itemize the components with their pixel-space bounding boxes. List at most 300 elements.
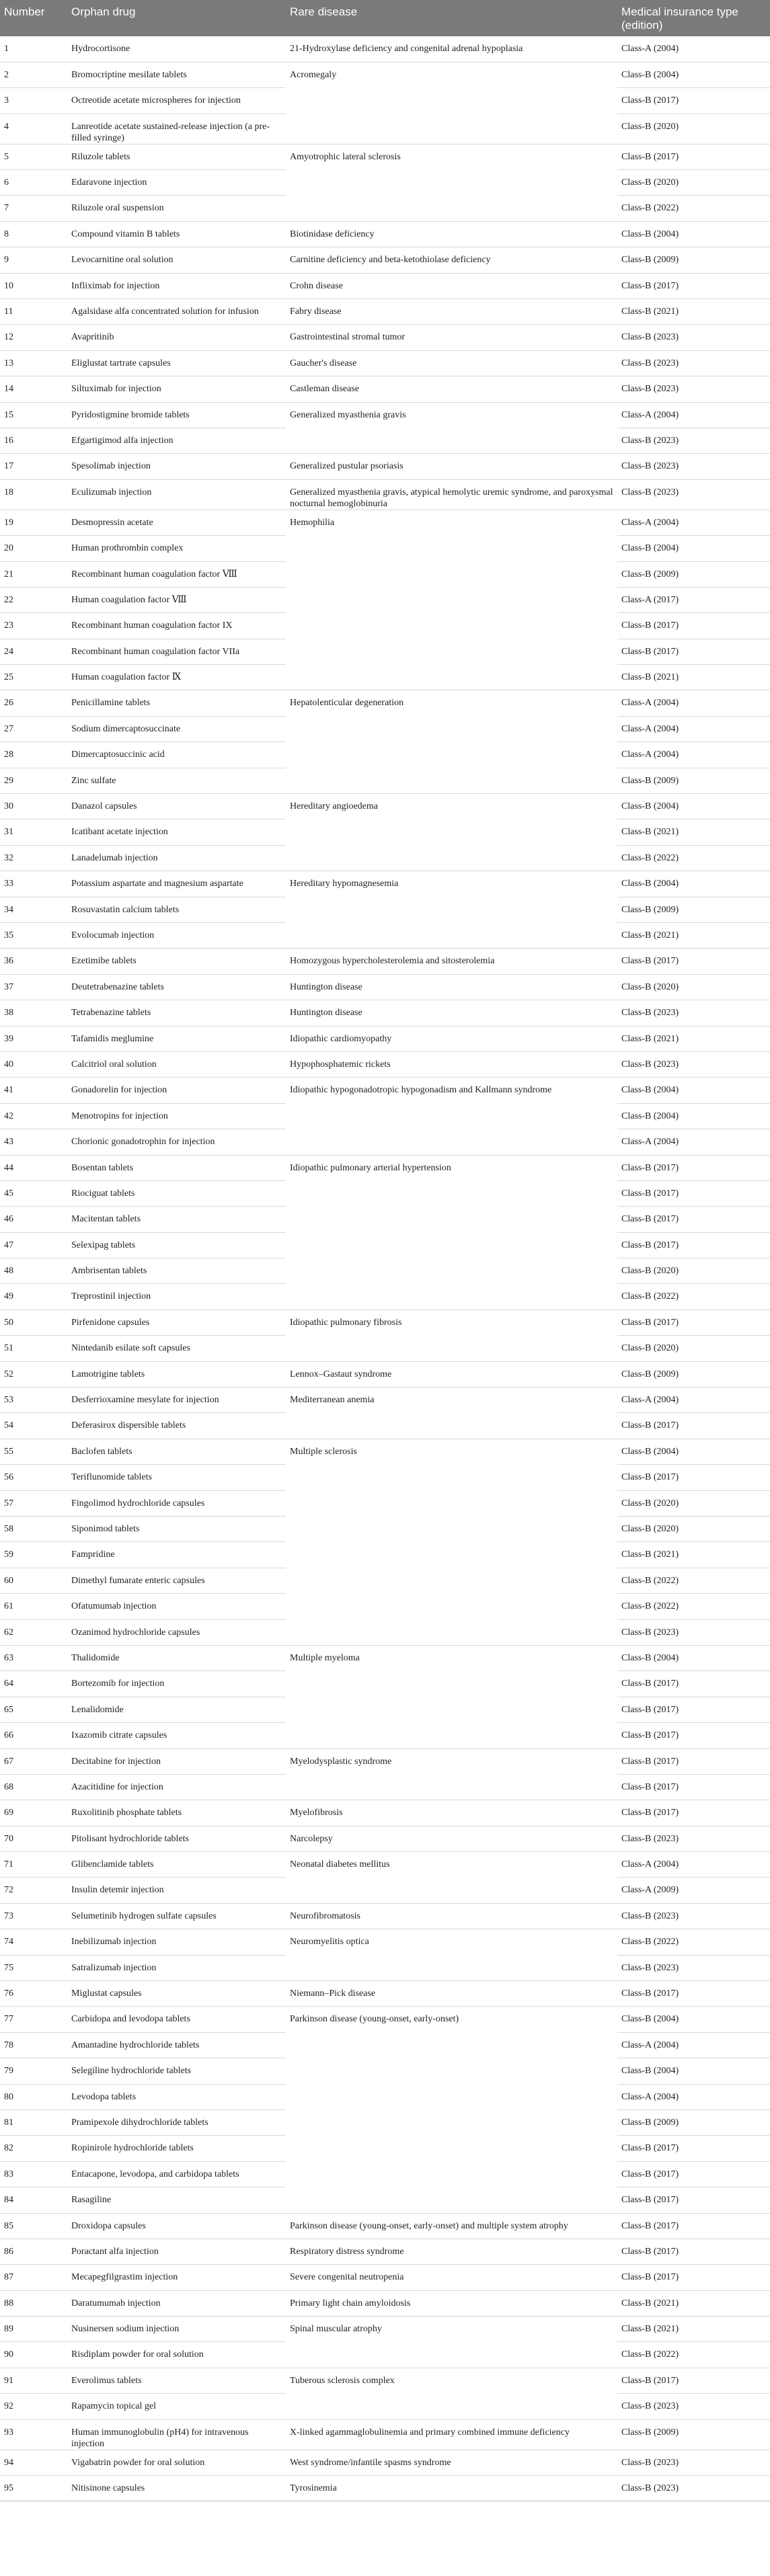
rare-disease-cell: Hypophosphatemic rickets	[286, 1051, 617, 1077]
row-number: 28	[0, 742, 67, 768]
rare-disease-cell: Acromegaly	[286, 62, 617, 144]
orphan-drug-cell: Entacapone, levodopa, and carbidopa tablets	[67, 2161, 286, 2187]
orphan-drug-cell: Dimercaptosuccinic acid	[67, 742, 286, 768]
insurance-type-cell: Class-A (2004)	[617, 1129, 770, 1155]
row-number: 81	[0, 2109, 67, 2135]
orphan-drug-cell: Potassium aspartate and magnesium aspartate	[67, 871, 286, 897]
insurance-type-cell: Class-B (2023)	[617, 325, 770, 350]
insurance-type-cell: Class-B (2021)	[617, 1542, 770, 1568]
orphan-drug-cell: Pirfenidone capsules	[67, 1310, 286, 1335]
orphan-drug-cell: Nintedanib esilate soft capsules	[67, 1336, 286, 1361]
table-row	[0, 510, 770, 535]
insurance-type-cell: Class-B (2023)	[617, 2476, 770, 2501]
row-number: 13	[0, 350, 67, 376]
rare-disease-cell: Niemann–Pick disease	[286, 1981, 617, 2007]
row-number: 17	[0, 454, 67, 479]
row-number: 16	[0, 428, 67, 453]
row-number: 55	[0, 1439, 67, 1464]
orphan-drug-cell: Eculizumab injection	[67, 479, 286, 510]
rare-disease-cell: Parkinson disease (young-onset, early-onset)	[286, 2007, 617, 2213]
insurance-type-cell: Class-A (2004)	[617, 1852, 770, 1878]
insurance-type-cell: Class-B (2017)	[617, 1723, 770, 1748]
table-row	[0, 690, 770, 716]
orphan-drug-cell: Ropinirole hydrochloride tablets	[67, 2136, 286, 2161]
insurance-type-cell: Class-B (2017)	[617, 1180, 770, 1206]
insurance-type-cell: Class-B (2017)	[617, 2368, 770, 2393]
orphan-drug-cell: Gonadorelin for injection	[67, 1078, 286, 1103]
table-row	[0, 2239, 770, 2264]
table-row	[0, 62, 770, 87]
row-number: 45	[0, 1180, 67, 1206]
insurance-type-cell: Class-B (2017)	[617, 88, 770, 114]
insurance-type-cell: Class-B (2023)	[617, 2394, 770, 2419]
row-number: 35	[0, 923, 67, 949]
table-row	[0, 1000, 770, 1026]
insurance-type-cell: Class-B (2017)	[617, 2265, 770, 2290]
insurance-type-cell: Class-B (2021)	[617, 299, 770, 325]
insurance-type-cell: Class-B (2004)	[617, 1439, 770, 1464]
orphan-drug-cell: Bosentan tablets	[67, 1155, 286, 1180]
rare-disease-cell: Neonatal diabetes mellitus	[286, 1852, 617, 1904]
row-number: 77	[0, 2007, 67, 2032]
rare-disease-cell: Lennox–Gastaut syndrome	[286, 1361, 617, 1387]
row-number: 14	[0, 376, 67, 402]
table-row	[0, 1387, 770, 1413]
row-number: 12	[0, 325, 67, 350]
row-number: 26	[0, 690, 67, 716]
orphan-drug-cell: Treprostinil injection	[67, 1284, 286, 1310]
orphan-drug-cell: Recombinant human coagulation factor VIIa	[67, 639, 286, 664]
orphan-drug-cell: Human coagulation factor Ⅷ	[67, 587, 286, 612]
table-row	[0, 794, 770, 819]
insurance-type-cell: Class-B (2023)	[617, 454, 770, 479]
orphan-drug-cell: Infliximab for injection	[67, 273, 286, 298]
orphan-drug-cell: Bortezomib for injection	[67, 1671, 286, 1697]
orphan-drug-cell: Ezetimibe tablets	[67, 949, 286, 974]
rare-disease-cell: Biotinidase deficiency	[286, 221, 617, 247]
table-row	[0, 2419, 770, 2450]
table-row	[0, 974, 770, 1000]
orphan-drug-cell: Rapamycin topical gel	[67, 2394, 286, 2419]
rare-disease-cell: 21-Hydroxylase deficiency and congenital adrenal hypoplasia	[286, 36, 617, 62]
insurance-type-cell: Class-B (2009)	[617, 768, 770, 793]
row-number: 39	[0, 1026, 67, 1051]
orphan-drug-cell: Dimethyl fumarate enteric capsules	[67, 1568, 286, 1593]
orphan-drug-cell: Poractant alfa injection	[67, 2239, 286, 2264]
row-number: 88	[0, 2290, 67, 2316]
header-number: Number	[0, 0, 67, 36]
insurance-type-cell: Class-A (2004)	[617, 2084, 770, 2109]
insurance-type-cell: Class-B (2022)	[617, 1594, 770, 1619]
table-row	[0, 1155, 770, 1180]
rare-disease-cell: Crohn disease	[286, 273, 617, 298]
table-row	[0, 1826, 770, 1851]
insurance-type-cell: Class-B (2004)	[617, 871, 770, 897]
rare-disease-cell: Spinal muscular atrophy	[286, 2317, 617, 2368]
row-number: 90	[0, 2342, 67, 2368]
insurance-type-cell: Class-B (2023)	[617, 1826, 770, 1851]
rare-disease-cell: Huntington disease	[286, 974, 617, 1000]
insurance-type-cell: Class-B (2020)	[617, 1258, 770, 1284]
row-number: 87	[0, 2265, 67, 2290]
header-row	[0, 0, 770, 36]
orphan-drug-cell: Desmopressin acetate	[67, 510, 286, 535]
row-number: 60	[0, 1568, 67, 1593]
orphan-drug-cell: Deutetrabenazine tablets	[67, 974, 286, 1000]
row-number: 80	[0, 2084, 67, 2109]
insurance-type-cell: Class-B (2017)	[617, 1774, 770, 1800]
orphan-drug-cell: Decitabine for injection	[67, 1748, 286, 1774]
row-number: 2	[0, 62, 67, 87]
orphan-drug-cell: Efgartigimod alfa injection	[67, 428, 286, 453]
header-insurance-type: Medical insurance type (edition)	[617, 0, 770, 36]
row-number: 48	[0, 1258, 67, 1284]
rare-disease-cell: Multiple myeloma	[286, 1645, 617, 1748]
insurance-type-cell: Class-B (2023)	[617, 479, 770, 510]
table-row	[0, 1929, 770, 1955]
row-number: 74	[0, 1929, 67, 1955]
orphan-drug-cell: Penicillamine tablets	[67, 690, 286, 716]
row-number: 49	[0, 1284, 67, 1310]
orphan-drug-cell: Bromocriptine mesilate tablets	[67, 62, 286, 87]
table-row	[0, 1645, 770, 1671]
rare-disease-cell: Gaucher's disease	[286, 350, 617, 376]
rare-disease-cell: Gastrointestinal stromal tumor	[286, 325, 617, 350]
orphan-drug-cell: Tafamidis meglumine	[67, 1026, 286, 1051]
orphan-drug-cell: Pitolisant hydrochloride tablets	[67, 1826, 286, 1851]
rare-disease-cell: Neurofibromatosis	[286, 1903, 617, 1929]
row-number: 24	[0, 639, 67, 664]
insurance-type-cell: Class-B (2004)	[617, 62, 770, 87]
table-row	[0, 1051, 770, 1077]
row-number: 19	[0, 510, 67, 535]
orphan-drug-cell: Chorionic gonadotrophin for injection	[67, 1129, 286, 1155]
rare-disease-cell: Multiple sclerosis	[286, 1439, 617, 1645]
rare-disease-cell: Carnitine deficiency and beta-ketothiolase deficiency	[286, 247, 617, 273]
insurance-type-cell: Class-B (2017)	[617, 1207, 770, 1232]
insurance-type-cell: Class-A (2004)	[617, 510, 770, 535]
row-number: 18	[0, 479, 67, 510]
table-row	[0, 2265, 770, 2290]
insurance-type-cell: Class-B (2004)	[617, 2007, 770, 2032]
insurance-type-cell: Class-B (2020)	[617, 114, 770, 144]
orphan-drug-cell: Selumetinib hydrogen sulfate capsules	[67, 1903, 286, 1929]
insurance-type-cell: Class-B (2009)	[617, 561, 770, 587]
insurance-type-cell: Class-B (2020)	[617, 1490, 770, 1516]
rare-disease-cell: Parkinson disease (young-onset, early-onset) and multiple system atrophy	[286, 2213, 617, 2239]
rare-disease-cell: Fabry disease	[286, 299, 617, 325]
row-number: 72	[0, 1878, 67, 1903]
table-row	[0, 247, 770, 273]
orphan-drug-cell: Compound vitamin B tablets	[67, 221, 286, 247]
rare-disease-cell: Idiopathic hypogonadotropic hypogonadism and Kallmann syndrome	[286, 1078, 617, 1155]
orphan-drug-cell: Vigabatrin powder for oral solution	[67, 2450, 286, 2475]
orphan-drug-cell: Siltuximab for injection	[67, 376, 286, 402]
row-number: 52	[0, 1361, 67, 1387]
insurance-type-cell: Class-B (2020)	[617, 1336, 770, 1361]
insurance-type-cell: Class-B (2020)	[617, 170, 770, 196]
table-row	[0, 36, 770, 62]
row-number: 10	[0, 273, 67, 298]
row-number: 64	[0, 1671, 67, 1697]
rare-disease-cell: Myelodysplastic syndrome	[286, 1748, 617, 1800]
row-number: 73	[0, 1903, 67, 1929]
rare-disease-cell: Amyotrophic lateral sclerosis	[286, 144, 617, 221]
orphan-drug-cell: Ambrisentan tablets	[67, 1258, 286, 1284]
orphan-drug-cell: Ixazomib citrate capsules	[67, 1723, 286, 1748]
insurance-type-cell: Class-B (2017)	[617, 1232, 770, 1258]
row-number: 27	[0, 716, 67, 741]
table-row	[0, 479, 770, 510]
rare-disease-cell: Primary light chain amyloidosis	[286, 2290, 617, 2316]
insurance-type-cell: Class-B (2017)	[617, 2161, 770, 2187]
row-number: 70	[0, 1826, 67, 1851]
orphan-drug-cell: Nusinersen sodium injection	[67, 2317, 286, 2342]
table-row	[0, 325, 770, 350]
orphan-drug-cell: Lamotrigine tablets	[67, 1361, 286, 1387]
row-number: 9	[0, 247, 67, 273]
orphan-drug-cell: Rosuvastatin calcium tablets	[67, 897, 286, 922]
orphan-drug-cell: Calcitriol oral solution	[67, 1051, 286, 1077]
rare-disease-cell: Hepatolenticular degeneration	[286, 690, 617, 794]
row-number: 22	[0, 587, 67, 612]
orphan-drug-cell: Satralizumab injection	[67, 1955, 286, 1980]
rare-disease-cell: Generalized myasthenia gravis, atypical hemolytic uremic syndrome, and paroxysmal nocturnal hemoglobinuria	[286, 479, 617, 510]
row-number: 71	[0, 1852, 67, 1878]
insurance-type-cell: Class-B (2009)	[617, 247, 770, 273]
orphan-drug-cell: Tetrabenazine tablets	[67, 1000, 286, 1026]
row-number: 15	[0, 402, 67, 428]
insurance-type-cell: Class-B (2017)	[617, 1465, 770, 1490]
table-row	[0, 2290, 770, 2316]
orphan-drug-cell: Glibenclamide tablets	[67, 1852, 286, 1878]
row-number: 61	[0, 1594, 67, 1619]
rare-disease-cell: Generalized pustular psoriasis	[286, 454, 617, 479]
row-number: 44	[0, 1155, 67, 1180]
orphan-drug-cell: Sodium dimercaptosuccinate	[67, 716, 286, 741]
insurance-type-cell: Class-B (2004)	[617, 1103, 770, 1129]
orphan-drug-cell: Miglustat capsules	[67, 1981, 286, 2007]
insurance-type-cell: Class-B (2017)	[617, 273, 770, 298]
orphan-drug-cell: Inebilizumab injection	[67, 1929, 286, 1955]
insurance-type-cell: Class-B (2017)	[617, 1748, 770, 1774]
row-number: 68	[0, 1774, 67, 1800]
rare-disease-cell: Hereditary hypomagnesemia	[286, 871, 617, 949]
row-number: 31	[0, 819, 67, 845]
insurance-type-cell: Class-B (2023)	[617, 1619, 770, 1645]
insurance-type-cell: Class-B (2021)	[617, 2290, 770, 2316]
row-number: 66	[0, 1723, 67, 1748]
orphan-drug-cell: Ozanimod hydrochloride capsules	[67, 1619, 286, 1645]
orphan-drug-cell: Recombinant human coagulation factor IX	[67, 613, 286, 639]
orphan-drug-cell: Octreotide acetate microspheres for injection	[67, 88, 286, 114]
orphan-drug-cell: Macitentan tablets	[67, 1207, 286, 1232]
insurance-type-cell: Class-B (2004)	[617, 221, 770, 247]
row-number: 20	[0, 536, 67, 561]
insurance-type-cell: Class-B (2009)	[617, 2109, 770, 2135]
rare-disease-cell: Narcolepsy	[286, 1826, 617, 1851]
row-number: 37	[0, 974, 67, 1000]
header-rare-disease: Rare disease	[286, 0, 617, 36]
rare-disease-cell: Myelofibrosis	[286, 1800, 617, 1826]
row-number: 75	[0, 1955, 67, 1980]
row-number: 84	[0, 2187, 67, 2213]
insurance-type-cell: Class-B (2004)	[617, 536, 770, 561]
table-row	[0, 221, 770, 247]
row-number: 76	[0, 1981, 67, 2007]
table-body	[0, 36, 770, 2501]
insurance-type-cell: Class-B (2023)	[617, 350, 770, 376]
insurance-type-cell: Class-B (2004)	[617, 794, 770, 819]
insurance-type-cell: Class-B (2022)	[617, 845, 770, 871]
row-number: 67	[0, 1748, 67, 1774]
orphan-drug-cell: Lanadelumab injection	[67, 845, 286, 871]
row-number: 95	[0, 2476, 67, 2501]
table-row	[0, 1903, 770, 1929]
table-row	[0, 376, 770, 402]
orphan-drug-cell: Deferasirox dispersible tablets	[67, 1413, 286, 1439]
table-row	[0, 949, 770, 974]
insurance-type-cell: Class-B (2004)	[617, 1078, 770, 1103]
orphan-drug-cell: Edaravone injection	[67, 170, 286, 196]
orphan-drug-cell: Lanreotide acetate sustained-release injection (a pre-filled syringe)	[67, 114, 286, 144]
row-number: 50	[0, 1310, 67, 1335]
row-number: 38	[0, 1000, 67, 1026]
orphan-drug-cell: Insulin detemir injection	[67, 1878, 286, 1903]
orphan-drug-cell: Selegiline hydrochloride tablets	[67, 2058, 286, 2084]
table-row	[0, 2476, 770, 2501]
orphan-drug-cell: Baclofen tablets	[67, 1439, 286, 1464]
table-row	[0, 402, 770, 428]
orphan-drug-cell: Levocarnitine oral solution	[67, 247, 286, 273]
orphan-drug-cell: Human prothrombin complex	[67, 536, 286, 561]
orphan-drug-cell: Pyridostigmine bromide tablets	[67, 402, 286, 428]
row-number: 29	[0, 768, 67, 793]
insurance-type-cell: Class-B (2017)	[617, 2213, 770, 2239]
insurance-type-cell: Class-B (2021)	[617, 819, 770, 845]
row-number: 11	[0, 299, 67, 325]
rare-disease-cell: Neuromyelitis optica	[286, 1929, 617, 1981]
orphan-drug-cell: Lenalidomide	[67, 1697, 286, 1722]
orphan-drug-cell: Pramipexole dihydrochloride tablets	[67, 2109, 286, 2135]
orphan-drug-cell: Agalsidase alfa concentrated solution for infusion	[67, 299, 286, 325]
table-row	[0, 1026, 770, 1051]
insurance-type-cell: Class-B (2009)	[617, 1361, 770, 1387]
row-number: 21	[0, 561, 67, 587]
orphan-drug-cell: Human coagulation factor Ⅸ	[67, 665, 286, 690]
row-number: 94	[0, 2450, 67, 2475]
row-number: 47	[0, 1232, 67, 1258]
row-number: 62	[0, 1619, 67, 1645]
insurance-type-cell: Class-B (2017)	[617, 1981, 770, 2007]
rare-disease-cell: X-linked agammaglobulinemia and primary combined immune deficiency	[286, 2419, 617, 2450]
orphan-drug-cell: Amantadine hydrochloride tablets	[67, 2032, 286, 2058]
row-number: 58	[0, 1516, 67, 1541]
orphan-drug-cell: Evolocumab injection	[67, 923, 286, 949]
insurance-type-cell: Class-B (2023)	[617, 1903, 770, 1929]
row-number: 65	[0, 1697, 67, 1722]
insurance-type-cell: Class-A (2017)	[617, 587, 770, 612]
row-number: 83	[0, 2161, 67, 2187]
insurance-type-cell: Class-B (2009)	[617, 897, 770, 922]
row-number: 85	[0, 2213, 67, 2239]
insurance-type-cell: Class-B (2017)	[617, 1413, 770, 1439]
table-row	[0, 1078, 770, 1103]
row-number: 3	[0, 88, 67, 114]
rare-disease-cell: Severe congenital neutropenia	[286, 2265, 617, 2290]
insurance-type-cell: Class-B (2023)	[617, 1955, 770, 1980]
row-number: 41	[0, 1078, 67, 1103]
insurance-type-cell: Class-B (2021)	[617, 2317, 770, 2342]
insurance-type-cell: Class-B (2020)	[617, 974, 770, 1000]
row-number: 69	[0, 1800, 67, 1826]
insurance-type-cell: Class-B (2017)	[617, 144, 770, 169]
rare-disease-cell: Hemophilia	[286, 510, 617, 690]
table-row	[0, 1310, 770, 1335]
insurance-type-cell: Class-A (2004)	[617, 690, 770, 716]
row-number: 82	[0, 2136, 67, 2161]
row-number: 93	[0, 2419, 67, 2450]
table-row	[0, 350, 770, 376]
insurance-type-cell: Class-B (2021)	[617, 1026, 770, 1051]
rare-disease-cell: Tuberous sclerosis complex	[286, 2368, 617, 2419]
row-number: 30	[0, 794, 67, 819]
row-number: 34	[0, 897, 67, 922]
insurance-type-cell: Class-B (2017)	[617, 613, 770, 639]
insurance-type-cell: Class-B (2021)	[617, 923, 770, 949]
orphan-drug-cell: Carbidopa and levodopa tablets	[67, 2007, 286, 2032]
row-number: 78	[0, 2032, 67, 2058]
insurance-type-cell: Class-B (2017)	[617, 2136, 770, 2161]
insurance-type-cell: Class-B (2004)	[617, 2058, 770, 2084]
insurance-type-cell: Class-B (2017)	[617, 1800, 770, 1826]
orphan-drug-cell: Ofatumumab injection	[67, 1594, 286, 1619]
insurance-type-cell: Class-B (2022)	[617, 2342, 770, 2368]
row-number: 46	[0, 1207, 67, 1232]
orphan-drug-cell: Fingolimod hydrochloride capsules	[67, 1490, 286, 1516]
insurance-type-cell: Class-B (2022)	[617, 1284, 770, 1310]
insurance-type-cell: Class-A (2004)	[617, 402, 770, 428]
insurance-type-cell: Class-B (2022)	[617, 196, 770, 221]
table-row	[0, 871, 770, 897]
orphan-drug-cell: Nitisinone capsules	[67, 2476, 286, 2501]
row-number: 92	[0, 2394, 67, 2419]
orphan-drug-cell: Riociguat tablets	[67, 1180, 286, 1206]
orphan-drug-cell: Everolimus tablets	[67, 2368, 286, 2393]
orphan-drug-cell: Desferrioxamine mesylate for injection	[67, 1387, 286, 1413]
orphan-drug-cell: Thalidomide	[67, 1645, 286, 1671]
insurance-type-cell: Class-B (2017)	[617, 1310, 770, 1335]
orphan-drug-cell: Mecapegfilgrastim injection	[67, 2265, 286, 2290]
insurance-type-cell: Class-B (2017)	[617, 1697, 770, 1722]
insurance-type-cell: Class-B (2017)	[617, 2187, 770, 2213]
orphan-drug-cell: Human immunoglobulin (pH4) for intravenous injection	[67, 2419, 286, 2450]
row-number: 91	[0, 2368, 67, 2393]
rare-disease-cell: Homozygous hypercholesterolemia and sitosterolemia	[286, 949, 617, 974]
orphan-drug-cell: Azacitidine for injection	[67, 1774, 286, 1800]
orphan-drug-cell: Eliglustat tartrate capsules	[67, 350, 286, 376]
table-row	[0, 273, 770, 298]
rare-disease-cell: Respiratory distress syndrome	[286, 2239, 617, 2264]
row-number: 25	[0, 665, 67, 690]
insurance-type-cell: Class-B (2023)	[617, 428, 770, 453]
table-row	[0, 2450, 770, 2475]
rare-disease-cell: Tyrosinemia	[286, 2476, 617, 2501]
insurance-type-cell: Class-B (2022)	[617, 1929, 770, 1955]
orphan-drug-cell: Hydrocortisone	[67, 36, 286, 62]
insurance-type-cell: Class-A (2004)	[617, 2032, 770, 2058]
table-row	[0, 1361, 770, 1387]
